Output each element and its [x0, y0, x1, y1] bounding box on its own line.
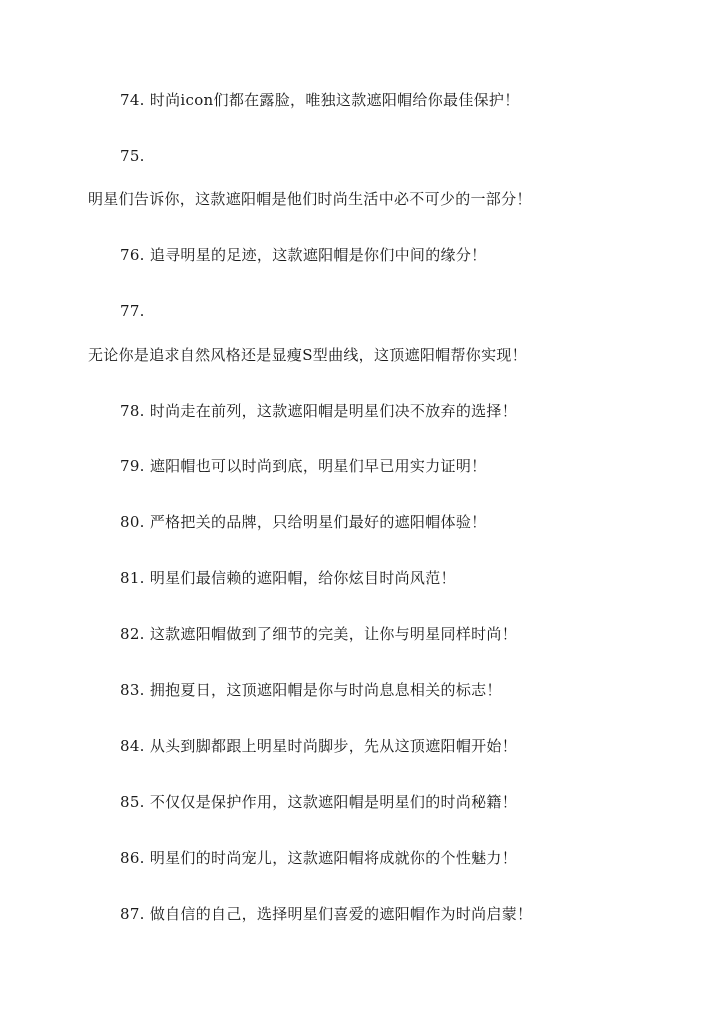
slogan-84: 84. 从头到脚都跟上明星时尚脚步，先从这顶遮阳帽开始！ — [120, 737, 518, 755]
slogan-87: 87. 做自信的自己，选择明星们喜爱的遮阳帽作为时尚启蒙！ — [120, 905, 533, 923]
slogan-80: 80. 严格把关的品牌，只给明星们最好的遮阳帽体验！ — [120, 513, 487, 531]
slogan-77-text: 无论你是追求自然风格还是显瘦S型曲线，这顶遮阳帽帮你实现！ — [88, 346, 527, 364]
slogan-75-text: 明星们告诉你，这款遮阳帽是他们时尚生活中必不可少的一部分！ — [88, 190, 532, 208]
slogan-83: 83. 拥抱夏日，这顶遮阳帽是你与时尚息息相关的标志！ — [120, 681, 502, 699]
slogan-77-number: 77. — [120, 302, 145, 320]
slogan-74: 74. 时尚icon们都在露脸，唯独这款遮阳帽给你最佳保护！ — [120, 91, 520, 109]
slogan-85: 85. 不仅仅是保护作用，这款遮阳帽是明星们的时尚秘籍！ — [120, 793, 518, 811]
slogan-86: 86. 明星们的时尚宠儿，这款遮阳帽将成就你的个性魅力！ — [120, 849, 518, 867]
slogan-75-number: 75. — [120, 147, 145, 165]
slogan-79: 79. 遮阳帽也可以时尚到底，明星们早已用实力证明！ — [120, 457, 487, 475]
slogan-81: 81. 明星们最信赖的遮阳帽，给你炫目时尚风范！ — [120, 569, 456, 587]
slogan-78: 78. 时尚走在前列，这款遮阳帽是明星们决不放弃的选择！ — [120, 402, 518, 420]
slogan-76: 76. 追寻明星的足迹，这款遮阳帽是你们中间的缘分！ — [120, 246, 487, 264]
slogan-82: 82. 这款遮阳帽做到了细节的完美，让你与明星同样时尚！ — [120, 625, 518, 643]
